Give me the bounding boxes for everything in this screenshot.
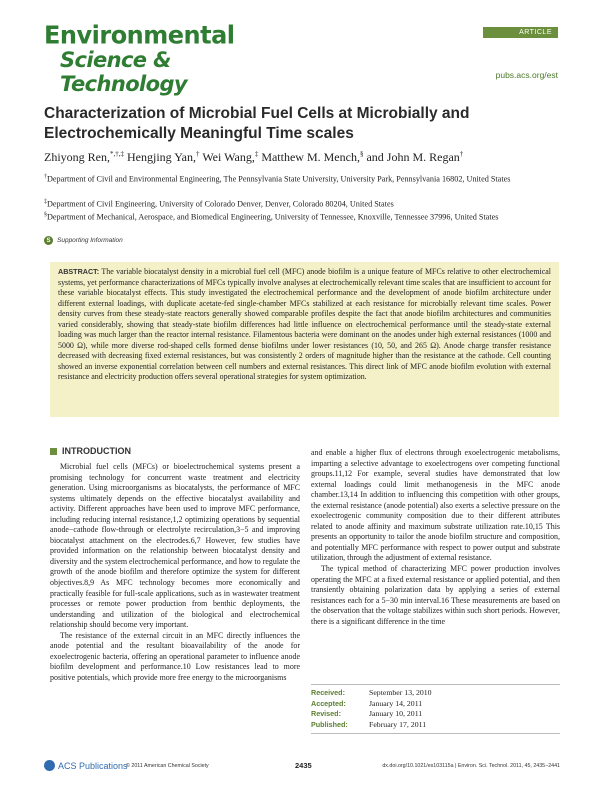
date-label: Published:: [311, 719, 348, 729]
section-heading-text: INTRODUCTION: [62, 446, 131, 456]
author-mark: †: [459, 150, 464, 158]
section-heading-introduction: [50, 446, 131, 456]
author-mark: †: [196, 150, 200, 158]
page-footer: [44, 760, 560, 774]
acs-publications-logo[interactable]: [44, 760, 128, 771]
page-number: 2435: [295, 761, 312, 770]
author-mark: ‡: [254, 150, 259, 158]
section-bullet-icon: [50, 448, 57, 455]
date-value: January 10, 2011: [369, 709, 423, 718]
body-paragraph: Microbial fuel cells (MFCs) or bioelectrochemical systems present a promising technology for concurrent waste treatment and electricity generation. Using microorganisms as biocatalysts, the performance of MFC systems ultimately depends on the effective biocatalyst availability and activity. Different approaches have been used to improve MFC performance, including reducing internal resistance,1,2 optimizing operations by sequential anode−cathode flow-through or electrolyte recirculation,3−5 and improving biocatalyst attachment on the electrodes.6,7 However, few studies have provided information on the relationship between biocatalyst density and diversity and the system electrochemical performance, and how to regulate the growth of the anode biofilm and therefore optimize the system for different objectives.8,9 As MFC technology becomes more economically and practically feasible for full-scale applications, such as in wastewater treatment processes or remote power production from benthic deployments, the understanding and utilization of the biological and electrochemical relationship should become very important.: [50, 462, 300, 630]
author-mark: §: [359, 150, 364, 158]
author-mark: *,†,‡: [110, 150, 124, 158]
doi-link[interactable]: dx.doi.org/10.1021/es103115a | Environ. Sci. Technol. 2011, 45, 2435−2441: [382, 763, 560, 769]
date-row: [311, 699, 560, 710]
affiliation-mark: §: [44, 212, 47, 218]
author-name[interactable]: and John M. Regan: [366, 150, 460, 164]
date-value: September 13, 2010: [369, 688, 432, 697]
affiliation: [44, 172, 559, 185]
date-row: [311, 720, 560, 731]
author-name[interactable]: Hengjing Yan,: [127, 150, 197, 164]
body-column-left: [50, 462, 300, 683]
affiliation-text: Department of Civil and Environmental Engineering, The Pennsylvania State University, University Park, Pennsylvania 16802, United States: [47, 174, 511, 184]
date-label: Accepted:: [311, 698, 346, 708]
abstract: [58, 267, 551, 383]
body-paragraph: The resistance of the external circuit in an MFC directly influences the anode potential and the resultant bioavailability of the anode for exoelectrogenic bacteria, offering an operational parameter to influence anode biofilm development and performance.10 Low resistances lead to more positive potentials, which provide more free energy to the microorganisms: [50, 630, 300, 682]
article-tag: ARTICLE: [483, 27, 558, 38]
body-paragraph: and enable a higher flux of electrons through exoelectrogenic metabolisms, imparting a selective advantage to exoelectrogens over competing functional groups.11,12 For example, several studies have demonstrated that low external loadings could limit methanogenesis in the MFC anode chamber.13,14 In addition to influencing this competition with other groups, the external resistance (anode potential) also exerts a selective pressure on the exoelectrogenic community composition due to their different attributes related to anode affinity and maximum substrate utilization rate.10,15 This presents an opportunity to tailor the anode biofilm structure and composition, and potentially MFC performance with respect to power output and substrate utilization, through the adjustment of external resistance.: [311, 448, 560, 563]
publisher-name: ACS Publications: [58, 760, 128, 771]
affiliation: [44, 210, 559, 223]
copyright-text: © 2011 American Chemical Society: [126, 763, 209, 769]
journal-url-link[interactable]: pubs.acs.org/est: [495, 70, 558, 80]
abstract-box: [50, 262, 559, 417]
logo-science-technology: Science & Technology: [60, 48, 187, 96]
abstract-text: The variable biocatalyst density in a microbial fuel cell (MFC) anode biofilm is a unique feature of MFCs relative to other electrochemical systems, yet performance characterizations of MFCs typically involve analyses at electrochemically relevant time scales that are insufficient to account for these variable biocatalyst effects. This study investigated the electrochemical performance and the development of anode biofilm architecture under different external loadings, with duplicate acetate-fed single-chamber MFCs stabilized at each resistance for microbially relevant time scales. Power density curves from these steady-state reactors generally showed comparable profiles despite the fact that anode biofilm architectures and communities varied considerably, showing that steady-state biofilm differences had little influence on electrochemical performance until the steady-state external loading was much larger than the reactor internal resistance. Filamentous bacteria were dominant on the anodes under high external resistances (1000 and 5000 Ω), while more diverse rod-shaped cells formed dense biofilms under lower resistances (10, 50, and 265 Ω). Anode charge transfer resistance decreased with decreasing fixed external resistances, but was consistently 2 orders of magnitude higher than the resistance at the cathode. Cell counting showed an inverse exponential correlation between cell numbers and external resistances. This direct link of MFC anode biofilm evolution with external resistance and electricity production offers several operational strategies for system optimization.: [58, 267, 552, 381]
affiliation-mark: †: [44, 174, 47, 180]
body-column-right: [311, 448, 560, 627]
affiliation-text: Department of Mechanical, Aerospace, and Biomedical Engineering, University of Tennessee, Knoxville, Tennessee 37996, United States: [47, 212, 499, 222]
supporting-info-link[interactable]: [44, 236, 123, 245]
body-paragraph: The typical method of characterizing MFC power production involves operating the MFC at a fixed external resistance or applied potential, and then transiently obtaining polarization data by applying a series of external resistances each for a 5−30 min interval.16 These measurements are based on the observation that the voltage stabilizes within such short periods. However, there is a significant difference in the time: [311, 564, 560, 626]
journal-masthead: [44, 20, 558, 96]
abstract-label: ABSTRACT:: [58, 267, 100, 276]
date-row: [311, 688, 560, 699]
author-name[interactable]: Zhiyong Ren,: [44, 150, 110, 164]
supporting-info-icon: S: [44, 236, 53, 245]
date-label: Received:: [311, 688, 345, 697]
date-value: January 14, 2011: [369, 698, 423, 708]
affiliation: [44, 197, 559, 210]
affiliation-text: Department of Civil Engineering, University of Colorado Denver, Denver, Colorado 80204, United States: [47, 199, 394, 209]
author-name[interactable]: Matthew M. Mench,: [261, 150, 360, 164]
date-label: Revised:: [311, 709, 341, 718]
date-row: [311, 709, 560, 720]
paper-title: Characterization of Microbial Fuel Cells at Microbially and Electrochemically Meaningful Time scales: [44, 105, 470, 142]
author-list: [44, 150, 554, 165]
date-value: February 17, 2011: [369, 719, 427, 729]
logo-environmental: Environmental: [44, 20, 235, 50]
journal-logo: [44, 20, 274, 96]
publication-dates: [311, 684, 560, 734]
affiliation-mark: ‡: [44, 199, 47, 205]
acs-logo-icon: [44, 760, 55, 771]
author-name[interactable]: Wei Wang,: [202, 150, 255, 164]
supporting-info-label: Supporting Information: [57, 237, 123, 244]
